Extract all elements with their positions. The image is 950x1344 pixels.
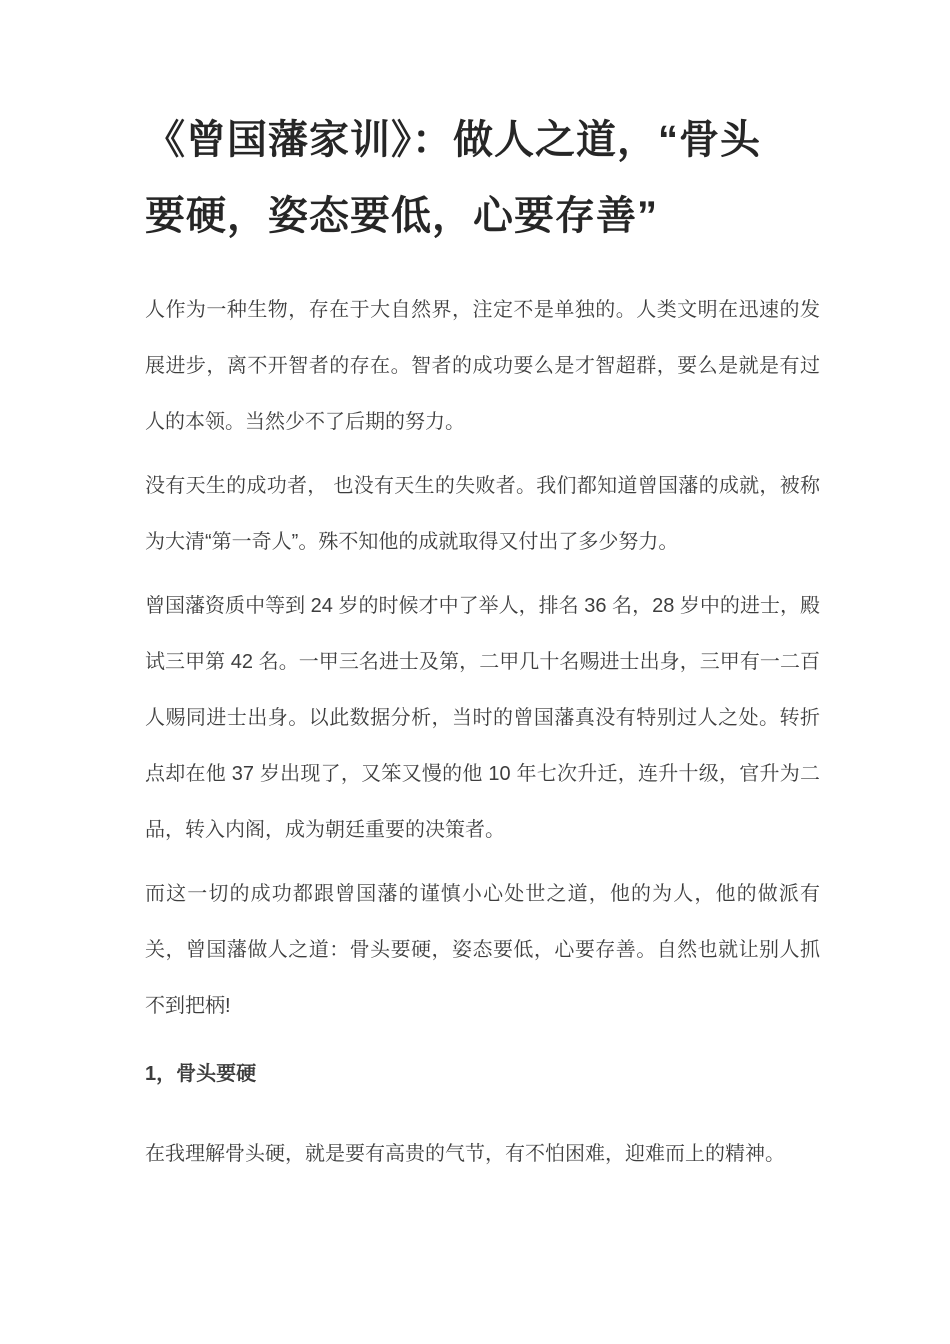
paragraph-success-reasons: 而这一切的成功都跟曾国藩的谨慎小心处世之道，他的为人，他的做派有关，曾国藩做人之道：骨头要硬，姿态要低，心要存善。自然也就让别人抓不到把柄! bbox=[145, 883, 820, 1017]
article-title-line-1: 《曾国藩家训》：做人之道，“骨头 bbox=[145, 118, 761, 162]
paragraph-bones-hard-explanation: 在我理解骨头硬，就是要有高贵的气节，有不怕困难，迎难而上的精神。 bbox=[145, 1143, 785, 1165]
section-heading-bones-hard: 1，骨头要硬 bbox=[145, 1063, 257, 1085]
article-title bbox=[145, 102, 820, 254]
paragraph-no-born-winners: 没有天生的成功者， 也没有天生的失败者。我们都知道曾国藩的成就，被称为大清“第一奇人”。殊不知他的成就取得又付出了多少努力。 bbox=[145, 475, 820, 553]
paragraph-exam-history: 曾国藩资质中等到 24 岁的时候才中了举人，排名 36 名，28 岁中的进士，殿试三甲第 42 名。一甲三名进士及第，二甲几十名赐进士出身，三甲有一二百人赐同进士出身。以此数据分析，当时的曾国藩真没有特别过人之处。转折点却在他 37 岁出现了，又笨又慢的他 10 年七次升迁，连升十级，官升为二品，转入内阁，成为朝廷重要的决策者。 bbox=[145, 595, 820, 841]
paragraph-intro: 人作为一种生物，存在于大自然界，注定不是单独的。人类文明在迅速的发展进步，离不开智者的存在。智者的成功要么是才智超群，要么是就是有过人的本领。当然少不了后期的努力。 bbox=[145, 299, 820, 433]
article-title-line-2: 要硬，姿态要低，心要存善” bbox=[145, 194, 658, 238]
